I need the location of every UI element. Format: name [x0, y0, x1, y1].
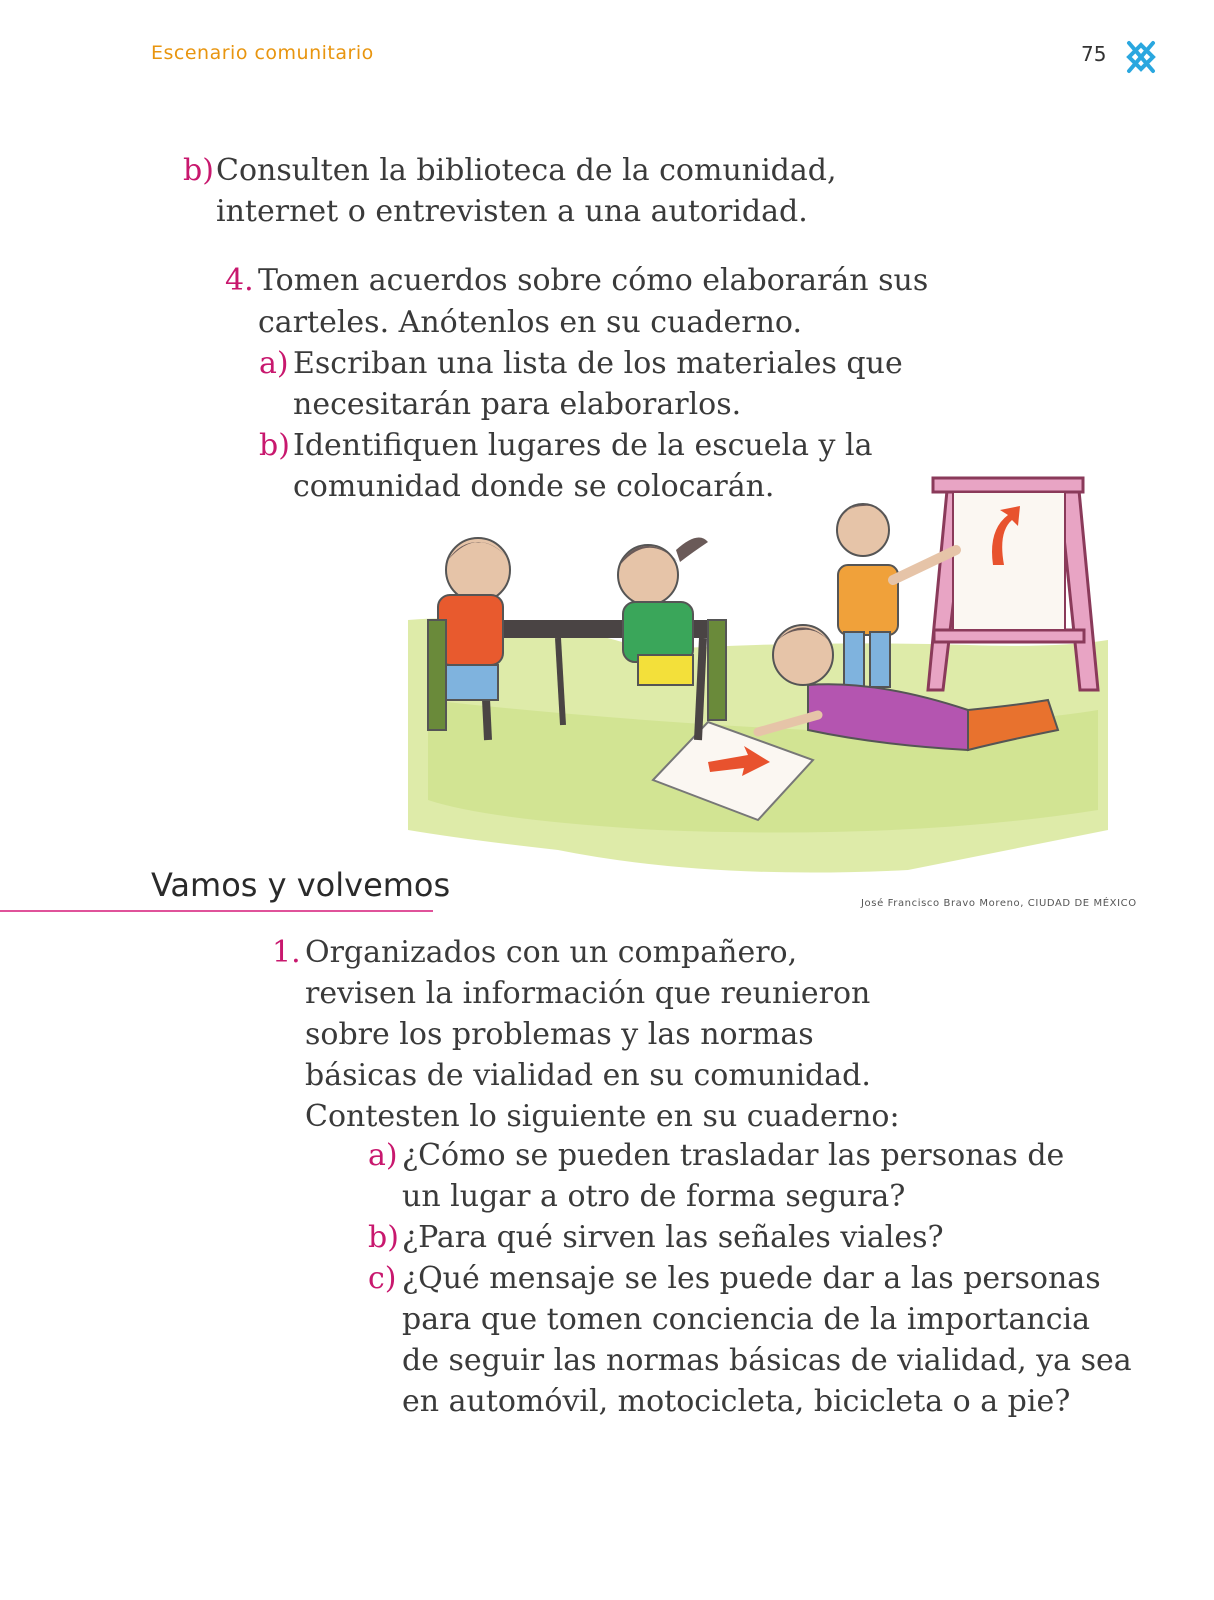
children-drawing-illustration [408, 470, 1113, 890]
step-number: 1. [272, 935, 301, 970]
step-1-line-5: Contesten lo siguiente en su cuaderno: [305, 1099, 900, 1134]
blue-knot-icon [1124, 38, 1158, 76]
item-1a-line-1: ¿Cómo se pueden trasladar las personas de [402, 1138, 1065, 1173]
section-title: Vamos y volvemos [151, 866, 451, 904]
item-marker: b) [368, 1220, 399, 1255]
illustration-credit: José Francisco Bravo Moreno, CIUDAD DE MÉXICO [861, 898, 1137, 909]
item-4b-line-1: Identifiquen lugares de la escuela y la [293, 428, 873, 463]
step-1-line-3: sobre los problemas y las normas [305, 1017, 814, 1052]
item-marker: a) [259, 346, 289, 381]
item-marker: b) [183, 153, 214, 188]
step-number: 4. [225, 263, 254, 298]
item-1c-line-4: en automóvil, motocicleta, bicicleta o a pie? [402, 1384, 1071, 1419]
item-1c-line-2: para que tomen conciencia de la importancia [402, 1302, 1091, 1337]
item-4a-line-1: Escriban una lista de los materiales que [293, 346, 903, 381]
step-1-line-4: básicas de vialidad en su comunidad. [305, 1058, 871, 1093]
item-1c-line-1: ¿Qué mensaje se les puede dar a las personas [402, 1261, 1101, 1296]
page-number: 75 [1081, 42, 1107, 66]
item-4a-line-2: necesitarán para elaborarlos. [293, 387, 742, 422]
section-divider [0, 910, 433, 912]
step-4-line-2: carteles. Anótenlos en su cuaderno. [258, 305, 802, 340]
item-1a-line-2: un lugar a otro de forma segura? [402, 1179, 906, 1214]
item-1c-line-3: de seguir las normas básicas de vialidad, ya sea [402, 1343, 1132, 1378]
section-header: Escenario comunitario [151, 42, 374, 64]
item-marker: a) [368, 1138, 398, 1173]
step-4-line-1: Tomen acuerdos sobre cómo elaborarán sus [258, 263, 929, 298]
step-1-line-2: revisen la información que reunieron [305, 976, 871, 1011]
item-3b-line-1: Consulten la biblioteca de la comunidad, [216, 153, 837, 188]
item-4b-line-2: comunidad donde se colocarán. [293, 469, 775, 504]
step-1-line-1: Organizados con un compañero, [305, 935, 798, 970]
item-marker: c) [368, 1261, 397, 1296]
item-marker: b) [259, 428, 290, 463]
item-1b-line-1: ¿Para qué sirven las señales viales? [402, 1220, 944, 1255]
item-3b-line-2: internet o entrevisten a una autoridad. [216, 194, 808, 229]
